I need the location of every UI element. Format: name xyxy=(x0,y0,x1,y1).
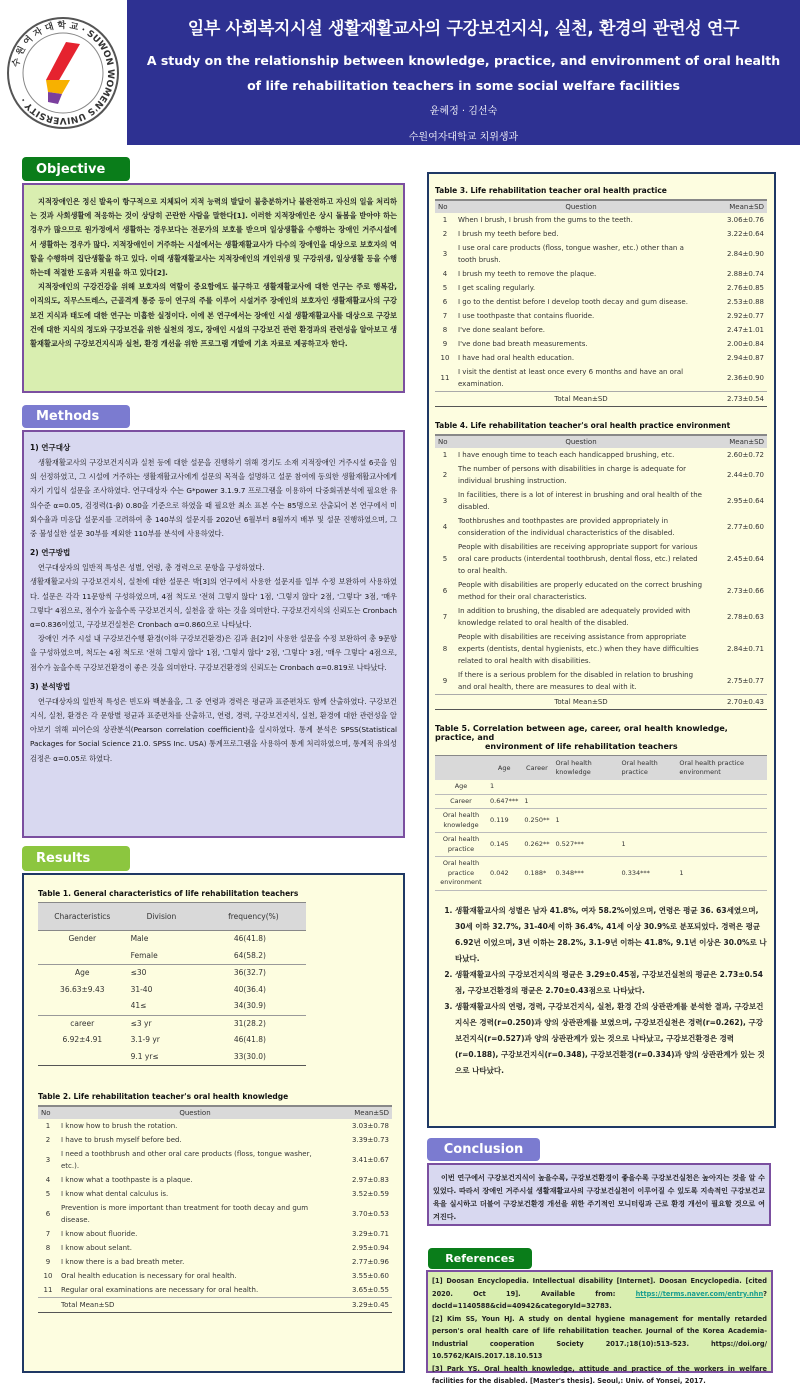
column-header: Age xyxy=(487,756,521,781)
table-row xyxy=(435,488,767,514)
reference-3: [3] Park YS. Oral health knowledge, attitude and practice of the workers in welfare facilities for the disabled. [Master's thesis]. Seoul,: Univ. of Yonsei, 2017. xyxy=(432,1364,767,1385)
table-cell: career xyxy=(38,1015,127,1032)
table-cell: I know what a toothpaste is a plaque. xyxy=(61,1176,193,1184)
table-row xyxy=(38,1015,306,1032)
column-header: No xyxy=(38,1106,58,1119)
table-cell: People with disabilities are properly educated on the correct brushing method for their oral characteristics. xyxy=(458,581,703,601)
methods-heading: Methods xyxy=(22,405,130,428)
table-cell: 46(41.8) xyxy=(233,1035,266,1044)
table-cell: 2.84±0.71 xyxy=(726,645,764,653)
table-cell: 0.250** xyxy=(521,809,552,833)
total-label: Total Mean±SD xyxy=(455,392,707,407)
reference-1: [1] Doosan Encyclopedia. Intellectual disability [Internet]. Doosan Encyclopedia. [cited 2020. Oct 19]. Available from: https://terms.naver.com/entry.nhn?docId=1140588&cid=40942&categoryId=32783. xyxy=(432,1277,767,1310)
table-cell: 2.77±0.60 xyxy=(726,523,764,531)
table-row xyxy=(38,965,306,982)
table-row xyxy=(38,948,306,965)
table-row xyxy=(38,1147,392,1173)
authors: 윤혜정 · 김선숙 xyxy=(429,106,498,117)
table-row xyxy=(38,1133,392,1147)
methods-paragraph: 생활재활교사의 구강보건지식과 실천 등에 대한 설문을 진행하기 위해 경기도 소재 지적장애인 거주시설 6곳을 임의 선정하였고, 그 시설에 거주하는 생활재활교사에게 설문의 목적을 설명하고 설문 참여에 동의한 생활재활교사에게 자기 기입식 설문을 조사하였다. 연구대상자 수는 G*power 3.1.9.7 프로그램을 이용하여 다중회귀분석에 필요한 유의수준 α=0.05, 검정력(1-β) 0.80을 기준으로 하였을 때 필요한 최소 표본 수는 85명으로 산출되어 본 연구에서 미회수율과 미응답 설문지를 고려하여 총 140부의 설문지를 2020년 6월부터 8월까지 배부 및 설문 진행하였으며, 그 중 불성실한 설문 30부를 제외한 110부를 분석에 사용하였다. xyxy=(30,458,397,539)
total-label: Total Mean±SD xyxy=(455,695,707,710)
table-row xyxy=(435,295,767,309)
table-cell: 2.92±0.77 xyxy=(726,312,764,320)
table-cell: 3.65±0.55 xyxy=(351,1286,389,1294)
title-english-line2: of life rehabilitation teachers in some social welfare facilities xyxy=(247,78,680,93)
table-header-row xyxy=(435,200,767,213)
table-cell: I have had oral health education. xyxy=(458,354,575,362)
table4-title: Table 4. Life rehabilitation teacher's oral health practice environment xyxy=(435,421,731,430)
table-row xyxy=(435,448,767,462)
table-cell: I go to the dentist before I develop tooth decay and gum disease. xyxy=(458,298,688,306)
table-row xyxy=(435,809,767,833)
table-cell: I know there is a bad breath meter. xyxy=(61,1258,185,1266)
objective-box xyxy=(22,183,405,393)
table-cell xyxy=(38,1049,127,1066)
table-cell: Oral health practice environment xyxy=(435,857,487,891)
reference-2: [2] Kim SS, Youn HJ. A study on dental hygiene management for mentally retarded person's oral health care of life rehabilitation teacher. Journal of the Korea Academia-Industrial cooperation Society 2017.;18(10):513-523. https://doi.org/ 10.5762/KAIS.2017.18.10.513 xyxy=(432,1314,767,1360)
results-box-left xyxy=(22,873,405,1373)
table-cell: Oral health practice xyxy=(435,833,487,857)
table-cell xyxy=(676,833,767,857)
table-total-row xyxy=(38,1298,392,1313)
table-cell xyxy=(619,809,677,833)
table-row xyxy=(435,213,767,227)
table-row xyxy=(435,794,767,809)
table-cell: 8 xyxy=(442,645,448,653)
table-cell xyxy=(552,780,618,794)
table-cell: 2.97±0.83 xyxy=(351,1176,389,1184)
table-row xyxy=(38,1201,392,1227)
table-cell: When I brush, I brush from the gums to the teeth. xyxy=(458,216,633,224)
table-row xyxy=(38,1187,392,1201)
conclusion-text: 이번 연구에서 구강보건지식이 높을수록, 구강보건환경이 좋을수록 구강보건실천은 높아지는 것을 알 수 있었다. 따라서 장애인 거주시설 생활재활교사의 구강보건실천이 이루어질 수 있도록 지속적인 구강보건교육을 실시하고 더불어 구강보건환경 개선을 위한 주기적인 모니터링과 근로 환경 개선이 필요할 것으로 여겨진다. xyxy=(433,1173,765,1221)
table-cell: 3.29±0.71 xyxy=(351,1230,389,1238)
table-cell: 3.06±0.76 xyxy=(726,216,764,224)
table-cell: 1 xyxy=(442,216,448,224)
table-row xyxy=(38,1283,392,1298)
table-cell: The number of persons with disabilities in charge is adequate for individual brushing instruction. xyxy=(458,465,687,485)
finding-item: 3. 생활재활교사의 연령, 경력, 구강보건지식, 실천, 환경 간의 상관관계를 분석한 결과, 구강보건지식은 경력(r=0.250)과 양의 상관관계를 보였으며, 구강보건실천은 경력(r=0.262), 구강보건지식(r=0.527)과 양의 상관관계가 있는 것으로 나타났고, 구강보건환경은 경력(r=0.188), 구강보건지식(r=0.348), 구강보건환경(r=0.334)과 양의 상관관계가 있는 것으로 나타났다. xyxy=(455,999,768,1079)
table-cell: I visit the dentist at least once every 6 months and have an oral examination. xyxy=(458,368,684,388)
table-row xyxy=(435,227,767,241)
table-cell: 7 xyxy=(442,613,448,621)
table-cell: 0.119 xyxy=(487,809,521,833)
table-cell: 2.36±0.90 xyxy=(726,374,764,382)
table-cell: 36.63±9.43 xyxy=(60,984,105,994)
table-cell: 1 xyxy=(552,809,618,833)
results-heading: Results xyxy=(22,846,130,871)
table-header-row xyxy=(38,903,306,931)
table5-title xyxy=(435,724,768,751)
table-cell: 3.1-9 yr xyxy=(130,1035,160,1044)
table-row xyxy=(435,337,767,351)
table4 xyxy=(435,434,767,710)
table-cell: 3 xyxy=(442,250,448,258)
table-cell: 31-40 xyxy=(130,984,153,994)
table-cell: 1 xyxy=(45,1122,51,1130)
table-cell: 9 xyxy=(442,677,448,685)
table-cell: I use oral care products (floss, tongue washer, etc.) other than a tooth brush. xyxy=(458,244,684,264)
methods-subheading-2: 2) 연구방법 xyxy=(30,548,71,558)
reference-link[interactable]: https://terms.naver.com/entry.nhn xyxy=(635,1289,764,1298)
table1-title: Table 1. General characteristics of life rehabilitation teachers xyxy=(38,889,299,898)
table-cell: 1 xyxy=(676,857,767,891)
table-total-row xyxy=(435,695,767,710)
table-cell: 2.60±0.72 xyxy=(726,451,764,459)
table-cell: I need a toothbrush and other oral care products (floss, tongue washer, etc.). xyxy=(61,1150,312,1170)
table-cell: In facilities, there is a lot of interest in brushing and oral health of the disabled. xyxy=(458,491,702,511)
table-cell xyxy=(552,794,618,809)
table-cell: 2.94±0.87 xyxy=(726,354,764,362)
table-cell: In addition to brushing, the disabled are adequately provided with knowledge related to oral health of the disabled. xyxy=(458,607,691,627)
table-cell: I get scaling regularly. xyxy=(458,284,536,292)
table-cell: 36(32.7) xyxy=(201,965,306,982)
column-header: Question xyxy=(455,435,707,448)
table-cell: 0.188* xyxy=(521,857,552,891)
table-row xyxy=(435,462,767,488)
column-header: Question xyxy=(455,200,707,213)
table-cell: Toothbrushes and toothpastes are provided appropriately in consideration of the individual characteristics of the disabled. xyxy=(458,517,675,537)
table-row xyxy=(435,241,767,267)
column-header: Mean±SD xyxy=(707,435,767,448)
findings-list xyxy=(435,903,768,1079)
table-cell: 3.22±0.64 xyxy=(726,230,764,238)
conclusion-heading: Conclusion xyxy=(427,1138,540,1161)
table-cell: ≤3 yr xyxy=(127,1015,201,1032)
table-cell: 2.88±0.74 xyxy=(726,270,764,278)
table5-title-line2: environment of life rehabilitation teachers xyxy=(485,742,678,751)
table-header-row xyxy=(435,756,767,781)
table-cell: ≤30 xyxy=(127,965,201,982)
table-row xyxy=(38,1241,392,1255)
table-cell: I use toothpaste that contains fluoride. xyxy=(458,312,595,320)
table-cell: People with disabilities are receiving appropriate support for various oral care products (interdental toothbrush, dental floss, etc.) related to oral health. xyxy=(458,543,698,575)
table-cell xyxy=(521,780,552,794)
finding-item: 2. 생활재활교사의 구강보건지식의 평균은 3.29±0.45점, 구강보건실천의 평균은 2.73±0.54점, 구강보건환경의 평균은 2.70±0.43점으로 나타났다. xyxy=(455,967,768,999)
table-cell: 9 xyxy=(442,340,448,348)
table-cell: 10 xyxy=(440,354,450,362)
table-row xyxy=(435,668,767,695)
table-cell: 7 xyxy=(45,1230,51,1238)
table-cell xyxy=(38,1298,58,1313)
table-header-row xyxy=(435,435,767,448)
table-total-row xyxy=(435,392,767,407)
table2 xyxy=(38,1105,392,1313)
objective-paragraph-1: 지적장애인은 정신 발육이 항구적으로 지체되어 지적 능력의 발달이 불충분하거나 불완전하고 자신의 일을 처리하는 것과 사회생활에 적응하는 것이 상당히 곤란한 사람을 말한다[1]. 이러한 지적장애인은 상시 돌봄을 받아야 하는 경우가 많으므로 원가정에서 생활하는 경우보다는 전문가의 보호를 받으며 일상생활을 수행하는 장애인 거주시설에서 생활하는 경우가 많다. 지적장애인이 거주하는 시설에서는 생활재활교사가 다수의 장애인을 대상으로 보호자의 역할을 수행하며 집단생활을 하고 있다. 이때 생활재활교사는 지적장애인의 개인위생 및 구강위생, 일상생활 등을 수행하는데 적절한 도움과 지원을 하고 있다[2]. xyxy=(30,197,397,278)
table-cell: Male xyxy=(130,934,149,943)
table-cell: 0.527*** xyxy=(552,833,618,857)
table-row xyxy=(435,780,767,794)
table-cell: 46(41.8) xyxy=(233,934,266,943)
column-header: No xyxy=(435,435,455,448)
table-cell: I know what dental calculus is. xyxy=(61,1190,169,1198)
table-cell: Gender xyxy=(68,934,97,943)
table-row xyxy=(435,514,767,540)
table-cell: 1 xyxy=(521,794,552,809)
table-cell: 5 xyxy=(442,284,448,292)
table-cell: 3.70±0.53 xyxy=(351,1210,389,1218)
table-row xyxy=(435,857,767,891)
table-cell: 2.00±0.84 xyxy=(726,340,764,348)
table-cell: 10 xyxy=(43,1272,53,1280)
table-cell: Oral health education is necessary for oral health. xyxy=(61,1272,237,1280)
table-cell: I brush my teeth to remove the plaque. xyxy=(458,270,597,278)
table3-title: Table 3. Life rehabilitation teacher oral health practice xyxy=(435,186,667,195)
table1 xyxy=(38,902,306,1066)
table-row xyxy=(38,931,306,948)
table-cell: 2.53±0.88 xyxy=(726,298,764,306)
table-row xyxy=(435,540,767,578)
column-header xyxy=(435,756,487,781)
column-header: Mean±SD xyxy=(707,200,767,213)
table-cell: 4 xyxy=(45,1176,51,1184)
table-cell: 6 xyxy=(45,1210,51,1218)
table-cell: I know how to brush the rotation. xyxy=(61,1122,178,1130)
table-cell xyxy=(435,695,455,710)
table-cell: 5 xyxy=(442,555,448,563)
table-cell: Age xyxy=(435,780,487,794)
table-cell: Prevention is more important than treatment for tooth decay and gum disease. xyxy=(61,1204,309,1224)
table-row xyxy=(435,281,767,295)
table5 xyxy=(435,755,767,891)
table-cell: 4 xyxy=(442,270,448,278)
table-cell: 2 xyxy=(442,471,448,479)
methods-box xyxy=(22,430,405,838)
total-value: 2.73±0.54 xyxy=(707,392,767,407)
table-cell: 3.52±0.59 xyxy=(351,1190,389,1198)
conclusion-box xyxy=(427,1163,771,1226)
table-cell: 2.78±0.63 xyxy=(726,613,764,621)
table-cell: I know about fluoride. xyxy=(61,1230,138,1238)
table-row xyxy=(38,1227,392,1241)
methods-paragraph: 연구대상자의 일반적 특성은 빈도와 백분율을, 그 중 연령과 경력은 평균과 표준편차도 함께 산출하였다. 구강보건지식, 실천, 환경은 각 문항별 평균과 표준편차를 산출하고, 연령, 경력, 구강보건지식, 실천, 환경에 대한 관련성을 알아보기 위해 피어슨의 상관분석(Pearson correlation coefficient)을 실시하였다. 통계 분석은 SPSS(Statistical Packages for Social Science 21.0. SPSS Inc. USA) 통계프로그램을 사용하여 통계 처리하였으며, 통계적 유의성 검정은 α=0.05로 하였다. xyxy=(30,696,397,763)
table-row xyxy=(435,604,767,630)
table-cell: 3.41±0.67 xyxy=(351,1156,389,1164)
table-cell: 3.03±0.78 xyxy=(351,1122,389,1130)
column-header: Career xyxy=(521,756,552,781)
table-cell: 2.76±0.85 xyxy=(726,284,764,292)
table-cell: Regular oral examinations are necessary for oral health. xyxy=(61,1286,259,1294)
table-row xyxy=(435,365,767,392)
table-cell: 6 xyxy=(442,298,448,306)
table-cell: 2 xyxy=(45,1136,51,1144)
column-header: Oral health practice xyxy=(619,756,677,781)
table-cell: 0.348*** xyxy=(552,857,618,891)
column-header: Oral health practice environment xyxy=(676,756,767,781)
table-cell: 2.75±0.77 xyxy=(726,677,764,685)
table-cell: 4 xyxy=(442,523,448,531)
table-cell: I brush my teeth before bed. xyxy=(458,230,559,238)
table-cell: 3 xyxy=(442,497,448,505)
results-box-right xyxy=(427,172,776,1128)
table-cell: I know about selant. xyxy=(61,1244,133,1252)
table-cell: 6.92±4.91 xyxy=(62,1035,103,1044)
table-cell xyxy=(435,392,455,407)
column-header: frequency(%) xyxy=(201,903,306,931)
total-value: 3.29±0.45 xyxy=(332,1298,392,1313)
table-cell: 3.39±0.73 xyxy=(351,1136,389,1144)
table-cell: 2 xyxy=(442,230,448,238)
column-header: Question xyxy=(58,1106,332,1119)
table-cell: 2.84±0.90 xyxy=(726,250,764,258)
table-cell: 0.647*** xyxy=(487,794,521,809)
column-header: Oral health knowledge xyxy=(552,756,618,781)
table-row xyxy=(38,982,306,999)
total-value: 2.70±0.43 xyxy=(707,695,767,710)
table-cell: 2.44±0.70 xyxy=(726,471,764,479)
table-cell: 0.145 xyxy=(487,833,521,857)
table-cell xyxy=(38,948,127,965)
table-row xyxy=(38,1173,392,1187)
table-cell: 0.042 xyxy=(487,857,521,891)
table-cell xyxy=(619,794,677,809)
table-cell: 3 xyxy=(45,1156,51,1164)
finding-item: 1. 생활재활교사의 성별은 남자 41.8%, 여자 58.2%이었으며, 연령은 평균 36. 63세였으며, 30세 이하 32.7%, 31-40세 이하 36.4%, 41세 이상 30.9%로 분포되었다. 경력은 평균 6.92년 이었으며, 3년 이하는 28.2%, 3.1-9년 이하는 41.8%, 9.1년 이상은 30.0%로 나타났다. xyxy=(455,903,768,967)
table5-title-line1: Table 5. Correlation between age, career, oral health knowledge, practice, and xyxy=(435,724,728,742)
table-cell xyxy=(676,809,767,833)
table-cell: 64(58.2) xyxy=(233,950,266,960)
table-cell: 6 xyxy=(442,587,448,595)
table-cell: 2.47±1.01 xyxy=(726,326,764,334)
table-cell: 0.334*** xyxy=(619,857,677,891)
table-row xyxy=(435,630,767,668)
title-banner xyxy=(127,0,800,145)
table-cell: 2.77±0.96 xyxy=(351,1258,389,1266)
table-row xyxy=(435,833,767,857)
title-english-line1: A study on the relationship between knowledge, practice, and environment of oral health xyxy=(146,53,781,68)
table-cell: 8 xyxy=(442,326,448,334)
table-cell: 3.55±0.60 xyxy=(351,1272,389,1280)
table-row xyxy=(435,578,767,604)
table-cell: 11 xyxy=(43,1286,53,1294)
table-cell: 2.73±0.66 xyxy=(726,587,764,595)
total-label: Total Mean±SD xyxy=(58,1298,332,1313)
table-row xyxy=(38,1269,392,1283)
column-header: No xyxy=(435,200,455,213)
table-cell: 1 xyxy=(487,780,521,794)
table-cell: I have to brush myself before bed. xyxy=(61,1136,182,1144)
objective-paragraph-2: 지적장애인의 구강건강을 위해 보호자의 역할이 중요함에도 불구하고 생활재활교사에 대한 연구는 주로 행복감, 이직의도, 직무스트레스, 근골격계 통증 등이 연구의 주를 이루어 시설거주 장애인의 보호자인 생활재활교사의 구강보건 지식과 태도에 대한 연구는 미흡한 실정이다. 이에 본 연구에서는 장애인 시설 생활재활교사를 대상으로 구강보건에 대한 지식의 정도와 구강보건을 위한 실천의 정도, 장애인 시설의 구강보건 관련 환경과의 관련성을 알아보고 생활재활교사의 구강보건지식과 실천, 환경 개선을 위한 프로그램 개발에 기초 자료로 제공하고자 한다. xyxy=(30,282,397,349)
table-row xyxy=(38,1119,392,1133)
table-cell: 2.95±0.94 xyxy=(351,1244,389,1252)
table-row xyxy=(435,323,767,337)
table-cell: 7 xyxy=(442,312,448,320)
references-heading: References xyxy=(428,1248,532,1269)
university-logo xyxy=(0,0,125,145)
table-cell: 0.262** xyxy=(521,833,552,857)
table-cell: 2.95±0.64 xyxy=(726,497,764,505)
references-box xyxy=(426,1270,773,1385)
table-cell: 33(30.0) xyxy=(201,1049,306,1066)
table-header-row xyxy=(38,1106,392,1119)
methods-subheading-3: 3) 분석방법 xyxy=(30,681,71,691)
table3 xyxy=(435,199,767,407)
table-cell: I have enough time to teach each handicapped brushing, etc. xyxy=(458,451,675,459)
table-cell: I've done bad breath measurements. xyxy=(458,340,588,348)
column-header: Mean±SD xyxy=(332,1106,392,1119)
table-cell xyxy=(38,998,127,1015)
table-cell: 8 xyxy=(45,1244,51,1252)
table-cell: 41≤ xyxy=(130,1001,147,1010)
table-cell: 9.1 yr≤ xyxy=(127,1049,201,1066)
methods-paragraph: 연구대상자의 일반적 특성은 성별, 연령, 총 경력으로 문항을 구성하였다. xyxy=(38,563,265,573)
table-row xyxy=(38,1049,306,1066)
table-cell: 2.45±0.64 xyxy=(726,555,764,563)
column-header: Characteristics xyxy=(38,903,127,931)
table-cell: 1 xyxy=(619,833,677,857)
table-cell: I've done sealant before. xyxy=(458,326,545,334)
objective-heading: Objective xyxy=(22,157,130,181)
table-row xyxy=(38,998,306,1015)
table-cell: Female xyxy=(130,950,158,960)
methods-paragraph: 생활재활교사의 구강보건지식, 실천에 대한 설문은 박[3]의 연구에서 사용한 설문지를 일부 수정 보완하여 사용하였다. 설문은 각각 11문항씩 구성하였으며, 4점 척도로 '전혀 그렇지 않다' 1점, '그렇지 않다' 2점, '그렇다' 3점, '매우 그렇다' 4점으로, 점수가 높을수록 구강보건지식, 실천을 잘 하는 것을 의미한다. 구강보건지식의 신뢰도는 Cronbach α=0.836이었고, 구강보건실천은 Cronbach α=0.860으로 나타났다. xyxy=(30,577,397,630)
table-cell: If there is a serious problem for the disabled in relation to brushing and oral health, there are measures to deal with it. xyxy=(458,671,694,691)
table-cell: 31(28.2) xyxy=(201,1015,306,1032)
methods-paragraph: 장애인 거주 시설 내 구강보건수행 환경(이하 구강보건환경)은 김과 윤[2]이 사용한 설문을 수정 보완하여 총 9문항을 구성하였으며, 척도는 4점 척도로 '전혀 그렇지 않다' 1점, '그렇지 않다' 2점, '그렇다' 3점, '매우 그렇다' 4점으로, 점수가 높을수록 구강보건환경이 좋은 것을 의미한다. 구강보건환경의 신뢰도는 Cronbach α=0.819로 나타났다. xyxy=(30,634,397,672)
table-row xyxy=(435,309,767,323)
table-cell: 11 xyxy=(440,374,450,382)
table-cell: 5 xyxy=(45,1190,51,1198)
table-cell xyxy=(676,794,767,809)
table-cell: Oral health knowledge xyxy=(435,809,487,833)
table-cell: Age xyxy=(38,965,127,982)
table-cell: People with disabilities are receiving assistance from appropriate experts (dentists, dental hygienists, etc.) when they have difficulties related to oral health with disabilities. xyxy=(458,633,699,665)
table-cell xyxy=(619,780,677,794)
affiliation: 수원여자대학교 치위생과 xyxy=(408,132,519,143)
table-cell: 1 xyxy=(442,451,448,459)
svg-text:수 원 여 자 대 학 교 · SUWON WOMEN'S: 수 원 여 자 대 학 교 · SUWON WOMEN'S UNIVERSITY · xyxy=(10,20,115,125)
column-header: Division xyxy=(127,903,201,931)
table-row xyxy=(38,1032,306,1049)
table-cell: 9 xyxy=(45,1258,51,1266)
table-cell: Career xyxy=(435,794,487,809)
table-cell: 34(30.9) xyxy=(233,1001,266,1010)
table-cell xyxy=(676,780,767,794)
table-row xyxy=(435,267,767,281)
table2-title: Table 2. Life rehabilitation teacher's oral health knowledge xyxy=(38,1092,289,1101)
methods-subheading-1: 1) 연구대상 xyxy=(30,443,71,452)
title-korean: 일부 사회복지시설 생활재활교사의 구강보건지식, 실천, 환경의 관련성 연구 xyxy=(187,19,740,39)
table-row xyxy=(435,351,767,365)
table-row xyxy=(38,1255,392,1269)
table-cell: 40(36.4) xyxy=(233,984,266,994)
